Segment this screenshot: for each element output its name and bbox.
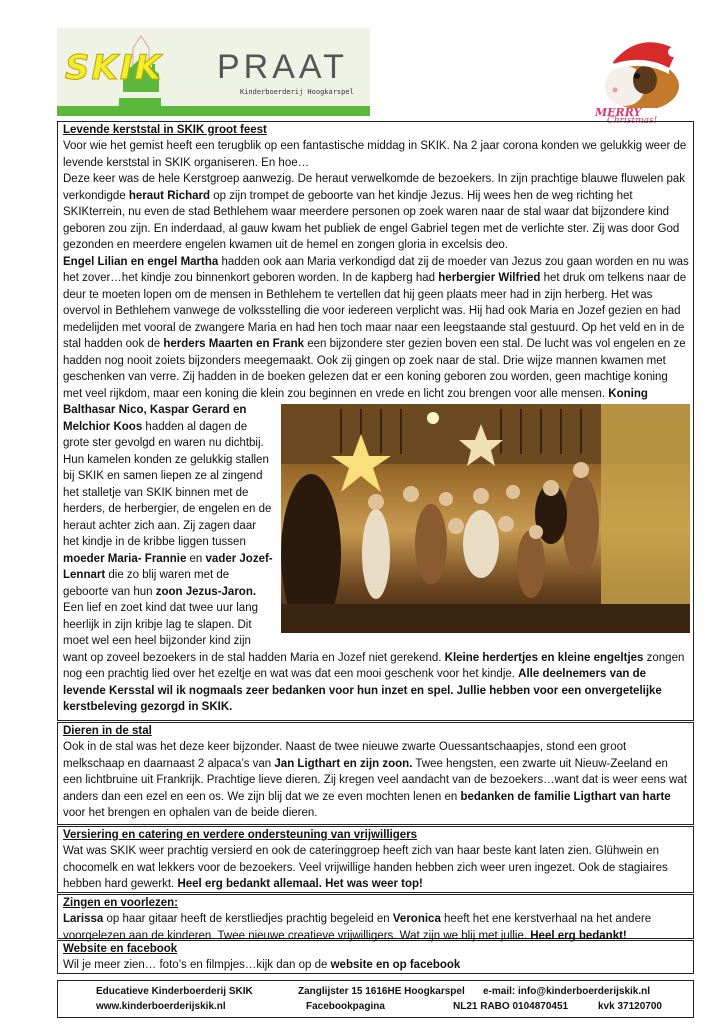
kerststal-intro: Voor wie het gemist heeft een terugblik op een fantastische middag in SKIK. Na 2 jaar corona konden we gelukkig weer de levende kerststal in SKIK organiseren. En hoe… [63,140,687,169]
footer-facebook-link[interactable]: Facebookpagina [306,1001,385,1012]
website-facebook-link[interactable]: website en op facebook [330,959,461,971]
logo-praat-word: PRAAT [217,48,348,86]
christmas-text: Christmas! [607,116,658,126]
guinea-pig-icon [585,28,685,108]
section-title-versiering: Versiering en catering en verdere ondersteuning van vrijwilligers [63,829,418,841]
footer-website-link[interactable]: www.kinderboerderijskik.nl [96,1001,226,1012]
dieren-paragraph: Ook in de stal was het deze keer bijzonder. Naast de twee nieuwe zwarte Ouessantschaapjes, stond een groot melkschaap en daarnaast 2 alpaca’s van Jan Ligthart en zijn zoon. Twee hengsten, een zwarte uit Nieuw-Zeeland en een lichtbruine uit Frankrijk. Prachtige lieve dieren. Zij kregen veel aandacht van de bezoekers…want dat is weer eens wat anders dan een ezel en een os. We zijn blij dat we ze even mochten lenen en bedanken de familie Ligthart van harte voor het brengen en ophalen van de beide dieren. [63,741,687,819]
versiering-paragraph: Wat was SKIK weer prachtig versierd en ook de cateringgroep heeft zich van haar beste kant laten zien. Glühwein en chocomelk en wat lekkers voor de bezoekers. Veel vrijwillige handen hebben zich weer uren ingezet. Ook de stagiaires hebben hard gewerkt. Heel erg bedankt allemaal. Het was weer top! [63,845,668,890]
kerststal-paragraph-3: Engel Lilian en engel Martha hadden ook aan Maria verkondigd dat zij de moeder van Jezus zou gaan worden en nu was het zover…het kindje zou binnenkort geboren worden. In de kapberg had herbergier Wilfried het druk om telkens naar de deur te moeten lopen om de mensen in Bethlehem te vertellen dat hij geen plaats meer had in zijn herberg. Het was overvol in Bethlehem vanwege de volksstelling die voor iedereen verplicht was. Hij had ook Maria en Jozef gezien en had medelijden met vooral de zwangere Maria en had hen toch maar naar een leegstaande stal gestuurd. Op het veld en in de stal hadden ook de herders Maarten en Frank een bijzondere ster gezien boven een stal. De lucht was vol engelen en ze hadden nog nooit zoiets bijzonders meegemaakt. Ook zij gingen op zoek naar de stal. Drie wijze mannen kwamen met geschenken van verre. Zij hadden in de boeken gelezen dat er een koning geboren zou worden, geen machtige koning met veel rijkdom, maar een koning die klein zou beginnen en vrede en licht zou brengen voor alle mensen. Koning Balthasar Nico, Kaspar Gerard en Melchior Koos hadden al dagen de grote ster gevolgd en waren nu dichtbij. Hun kamelen konden ze gelukkig stallen bij SKIK en samen liepen ze al zingend het stalletje van SKIK binnen met de herders, de herbergier, de engelen en de heraut achter zich aan. Zij zagen daar het kindje in de kribbe liggen tussen moeder Maria- Frannie en vader Jozef-Lennart die zo blij waren met de geboorte van hun zoon Jezus-Jaron. Een lief en zoet kind dat twee uur lang heerlijk in zijn kribje lag te slapen. Dit moet wel een heel bijzonder kind zijn want op zoveel bezoekers in de stal hadden Maria en Jozef niet gerekend. Kleine herdertjes en kleine engeltjes zongen nog een prachtig lied over het ezeltje en wat was dat een mooi geschenk voor het kindje. Alle deelnemers van de levende Kersstal wil ik nogmaals zeer bedanken voor hun inzet en spel. Jullie hebben voor een onvergetelijke kerstbeleving gezorgd in SKIK. [63,255,689,713]
logo-skik-word: SKIK [65,48,163,88]
section-dieren [57,722,694,825]
section-kerststal [57,121,694,721]
section-versiering [57,826,694,893]
footer-org: Educatieve Kinderboerderij SKIK [96,986,253,997]
kerststal-paragraph-2: Deze keer was de hele Kerstgroep aanwezig. De heraut verwelkomde de bezoekers. In zijn prachtige blauwe fluwelen pak verkondigde heraut Richard op zijn trompet de geboorte van het kindje Jezus. Hij wees hen de weg richting het SKIKterrein, nu even de stad Bethlehem waar meerdere personen op zoek waren naar de stal waar dat bijzondere kind geboren zou zijn. En inderdaad, al gauw kwam het publiek de engel Gabriel tegen met de verlichte ster. Zij was door God gezonden en meerdere engelen kwamen uit de hemel en zongen gloria in excelsis deo. [63,173,685,251]
footer-kvk: kvk 37120700 [598,1001,662,1012]
logo-subtitle: Kinderboerderij Hoogkarspel [240,88,354,96]
nativity-group-photo [281,404,690,633]
footer-email[interactable]: e-mail: info@kinderboerderijskik.nl [483,986,651,997]
footer-address: Zanglijster 15 1616HE Hoogkarspel [298,986,465,997]
logo-base [119,98,161,106]
merry-text: MERRY [595,106,642,119]
section-website [57,940,694,974]
footer-bank: NL21 RABO 0104870451 [453,1001,569,1012]
zingen-paragraph: Larissa op haar gitaar heeft de kerstliedjes prachtig begeleid en Veronica heeft het ene kerstverhaal na het andere voorgelezen aan de kinderen. Twee nieuwe creatieve vrijwilligers. Wat zijn we blij met jullie. Heel erg bedankt! [63,913,652,942]
section-title-dieren: Dieren in de stal [63,725,152,737]
skikpraat-logo [57,28,370,116]
section-title-website: Website en facebook [63,943,178,955]
nativity-scene-illustration [281,404,690,633]
footer-contact [57,980,694,1018]
section-title-kerststal: Levende kerststal in SKIK groot feest [63,124,267,136]
logo-green-bar [57,106,370,116]
christmas-guinea-pig-image [585,28,685,128]
website-paragraph: Wil je meer zien… foto’s en filmpjes…kijk dan op de website en op facebook [63,959,461,971]
section-title-zingen: Zingen en voorlezen: [63,897,179,909]
section-zingen [57,894,694,942]
